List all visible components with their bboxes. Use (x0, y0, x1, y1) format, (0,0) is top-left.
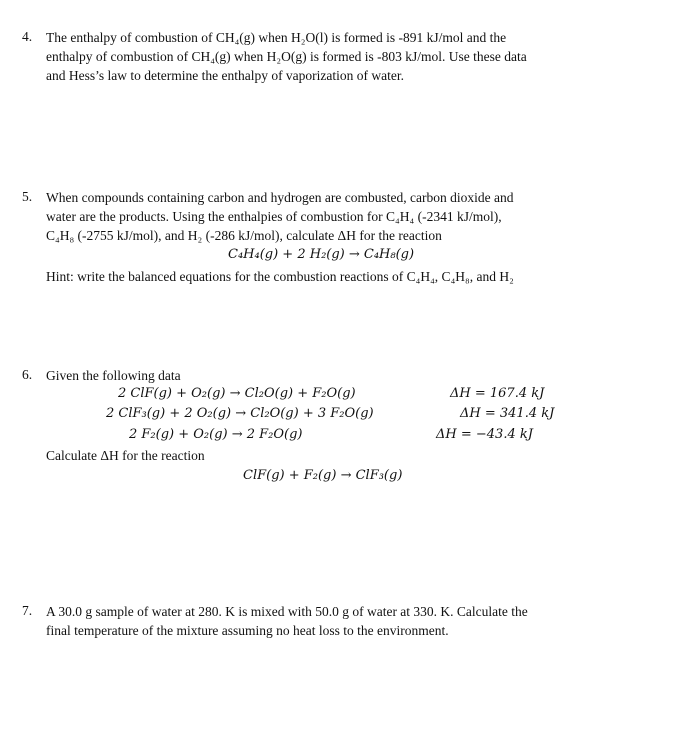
problem-number: 4. (22, 29, 33, 44)
problem-text-line: C₄H₈ (-2755 kJ/mol), and H₂ (-286 kJ/mol), calculate ΔH for the reaction (46, 228, 442, 243)
enthalpy-value: ΔH = 167.4 kJ (450, 386, 545, 401)
target-reaction: ClF(g) + F₂(g) → ClF₃(g) (243, 468, 403, 483)
given-equation: 2 ClF₃(g) + 2 O₂(g) → Cl₂O(g) + 3 F₂O(g) (106, 406, 374, 421)
problem-text-line: The enthalpy of combustion of CH₄(g) when H₂O(l) is formed is -891 kJ/mol and the (46, 30, 507, 45)
enthalpy-value: ΔH = −43.4 kJ (436, 427, 533, 442)
problem-number: 7. (22, 603, 33, 618)
calculate-text: Calculate ΔH for the reaction (46, 448, 205, 463)
problem-text-line: When compounds containing carbon and hydrogen are combusted, carbon dioxide and (46, 190, 514, 205)
reaction-equation: C₄H₄(g) + 2 H₂(g) → C₄H₈(g) (228, 247, 415, 262)
problem-text-line: final temperature of the mixture assuming no heat loss to the environment. (46, 623, 449, 638)
problem-text-line: A 30.0 g sample of water at 280. K is mixed with 50.0 g of water at 330. K. Calculate the (46, 604, 528, 619)
problem-text-line: enthalpy of combustion of CH₄(g) when H₂O(g) is formed is -803 kJ/mol. Use these data (46, 49, 527, 64)
enthalpy-value: ΔH = 341.4 kJ (460, 406, 555, 421)
problem-number: 5. (22, 189, 33, 204)
problem-number: 6. (22, 367, 33, 382)
problem-text-line: water are the products. Using the enthalpies of combustion for C₄H₄ (-2341 kJ/mol), (46, 209, 502, 224)
given-equation: 2 ClF(g) + O₂(g) → Cl₂O(g) + F₂O(g) (118, 386, 356, 401)
problem-intro: Given the following data (46, 368, 181, 383)
problem-text-line: and Hess’s law to determine the enthalpy of vaporization of water. (46, 68, 405, 83)
given-equation: 2 F₂(g) + O₂(g) → 2 F₂O(g) (129, 427, 303, 442)
hint-text: Hint: write the balanced equations for the combustion reactions of C₄H₄, C₄H₈, and H₂ (46, 269, 514, 284)
